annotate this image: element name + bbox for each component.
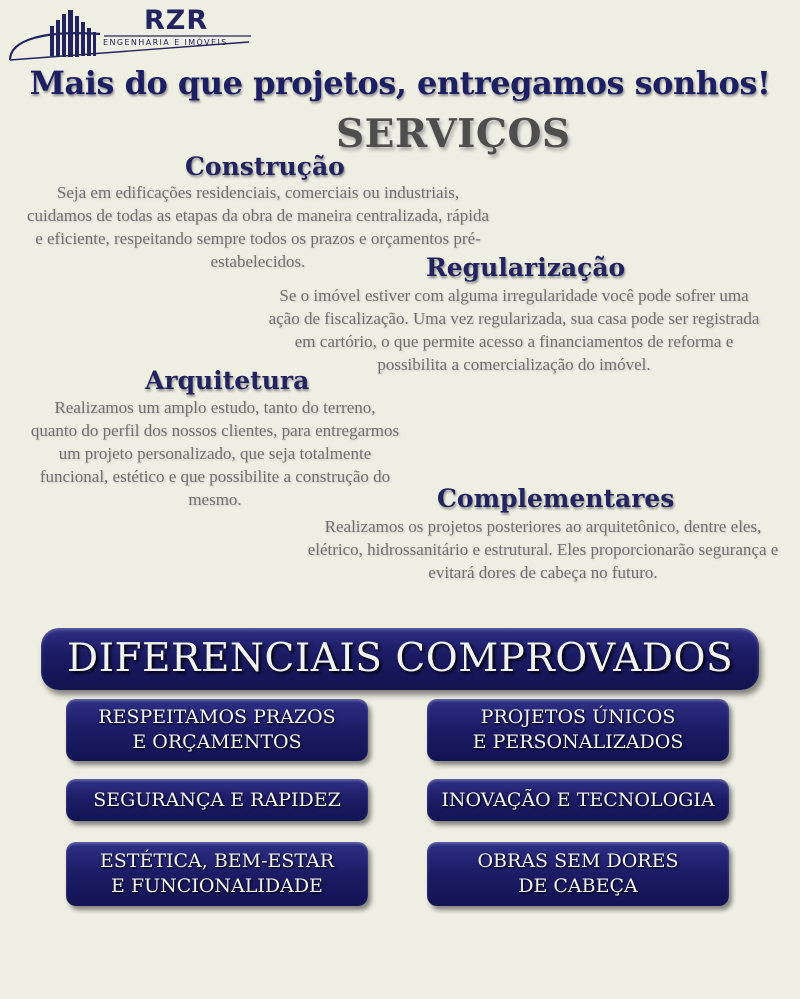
diferencial-estetica-funcionalidade: ESTÉTICA, BEM-ESTAR E FUNCIONALIDADE	[66, 842, 368, 906]
brand-name: RZR	[144, 5, 209, 36]
service-title-regularizacao: Regularização	[426, 253, 626, 282]
services-title: SERVIÇOS	[336, 111, 571, 157]
building-skyline-icon	[4, 4, 254, 66]
diferencial-prazos-orcamentos: RESPEITAMOS PRAZOS E ORÇAMENTOS	[66, 699, 368, 761]
service-title-complementares: Complementares	[437, 484, 675, 513]
service-text-regularizacao: Se o imóvel estiver com alguma irregularidade você pode sofrer uma ação de fiscalização. Uma vez regularizada, sua casa pode ser registrada em cartório, o que permite acesso a financiamentos de reforma e possibilita a comercialização do imóvel.	[268, 286, 760, 374]
diferencial-obras-sem-dores: OBRAS SEM DORES DE CABEÇA	[427, 842, 729, 906]
service-title-construcao: Construção	[185, 152, 345, 181]
company-logo	[4, 4, 254, 66]
page-headline: Mais do que projetos, entregamos sonhos!	[29, 64, 771, 102]
service-text-arquitetura: Realizamos um amplo estudo, tanto do terreno, quanto do perfil dos nossos clientes, para entregarmos um projeto personalizado, que seja totalmente funcional, estético e que possibilite a construção do mesmo.	[30, 398, 400, 509]
diferencial-projetos-unicos: PROJETOS ÚNICOS E PERSONALIZADOS	[427, 699, 729, 761]
service-title-arquitetura: Arquitetura	[145, 366, 310, 395]
service-text-complementares: Realizamos os projetos posteriores ao arquitetônico, dentre eles, elétrico, hidrossanitário e estrutural. Eles proporcionarão segurança e evitará dores de cabeça no futuro.	[307, 517, 779, 582]
brand-subtitle: ENGENHARIA E IMÓVEIS	[103, 38, 228, 47]
diferencial-seguranca-rapidez: SEGURANÇA E RAPIDEZ	[66, 779, 368, 821]
service-text-construcao: Seja em edificações residenciais, comerciais ou industriais, cuidamos de todas as etapas da obra de maneira centralizada, rápida e eficiente, respeitando sempre todos os prazos e orçamentos pré-estabelecidos.	[26, 183, 490, 271]
diferenciais-title: DIFERENCIAIS COMPROVADOS	[66, 636, 734, 681]
diferenciais-banner	[41, 628, 759, 690]
diferencial-inovacao-tecnologia: INOVAÇÃO E TECNOLOGIA	[427, 779, 729, 821]
